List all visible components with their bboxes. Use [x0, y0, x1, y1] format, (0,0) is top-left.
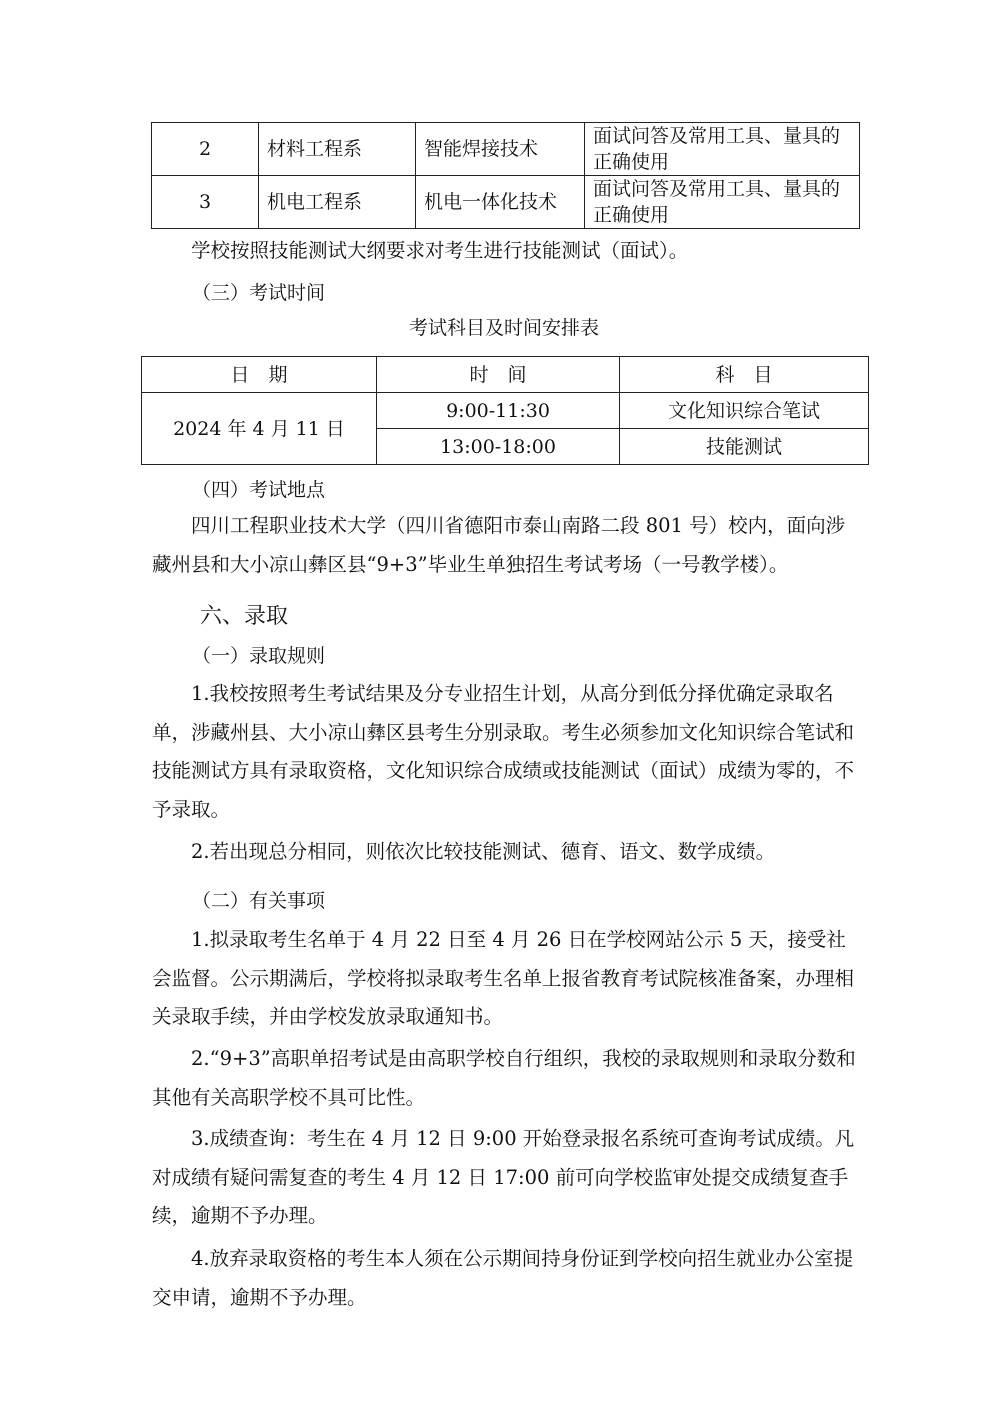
rules-heading: （一）录取规则 — [192, 645, 326, 667]
matter-1: 1.拟录取考生名单于 4 月 22 日至 4 月 26 日在学校网站公示 5 天，接受社会监督。公示期满后，学校将拟录取考生名单上报省教育考试院核准备案，办理相关录取手续，并由学校发放录取通知书。 — [152, 928, 855, 1028]
section3-heading: （三）考试时间 — [192, 282, 326, 304]
table-cell-dept: 机电工程系 — [259, 176, 416, 229]
schedule-title: 考试科目及时间安排表 — [408, 317, 599, 339]
matter-4: 4.放弃录取资格的考生本人须在公示期间持身份证到学校向招生就业办公室提交申请，逾期不予办理。 — [152, 1247, 854, 1309]
table-row — [152, 176, 860, 229]
cell-time: 13:00-18:00 — [377, 429, 620, 465]
location-text: 四川工程职业技术大学（四川省德阳市泰山南路二段 801 号）校内，面向涉藏州县和大小凉山彝区县“9+3”毕业生单独招生考试考场（一号教学楼）。 — [152, 514, 846, 576]
header-subject: 科 目 — [620, 357, 869, 393]
table-row — [152, 123, 860, 176]
header-date: 日 期 — [142, 357, 377, 393]
cell-time: 9:00-11:30 — [377, 393, 620, 429]
part6-heading: 六、录取 — [200, 604, 289, 629]
cell-subject: 技能测试 — [620, 429, 869, 465]
matter-3: 3.成绩查询：考生在 4 月 12 日 9:00 开始登录报名系统可查询考试成绩。凡对成绩有疑问需复查的考生 4 月 12 日 17:00 前可向学校监审处提交成绩复查手续，逾期不予办理。 — [152, 1127, 855, 1227]
rule-1: 1.我校按照考生考试结果及分专业招生计划，从高分到低分择优确定录取名单，涉藏州县、大小凉山彝区县考生分别录取。考生必须参加文化知识综合笔试和技能测试方具有录取资格，文化知识综合成绩或技能测试（面试）成绩为零的，不予录取。 — [152, 682, 855, 821]
table-row — [142, 393, 869, 429]
table-cell-dept: 材料工程系 — [259, 123, 416, 176]
header-time: 时 间 — [377, 357, 620, 393]
table-header-row — [142, 357, 869, 393]
cell-date: 2024 年 4 月 11 日 — [142, 393, 377, 465]
table-cell-no: 2 — [152, 123, 259, 176]
cell-subject: 文化知识综合笔试 — [620, 393, 869, 429]
table-cell-major: 智能焊接技术 — [416, 123, 585, 176]
table-cell-content: 面试问答及常用工具、量具的正确使用 — [585, 176, 860, 229]
table-cell-no: 3 — [152, 176, 259, 229]
table-cell-content: 面试问答及常用工具、量具的正确使用 — [585, 123, 860, 176]
schedule-table — [141, 356, 869, 465]
table-cell-major: 机电一体化技术 — [416, 176, 585, 229]
rule-2: 2.若出现总分相同，则依次比较技能测试、德育、语文、数学成绩。 — [191, 840, 776, 863]
skill-test-note: 学校按照技能测试大纲要求对考生进行技能测试（面试）。 — [191, 239, 689, 262]
section4-heading: （四）考试地点 — [192, 479, 326, 501]
matters-heading: （二）有关事项 — [192, 890, 326, 912]
major-table — [151, 122, 860, 229]
matter-2: 2.“9+3”高职单招考试是由高职学校自行组织，我校的录取规则和录取分数和其他有关高职学校不具可比性。 — [152, 1047, 856, 1109]
